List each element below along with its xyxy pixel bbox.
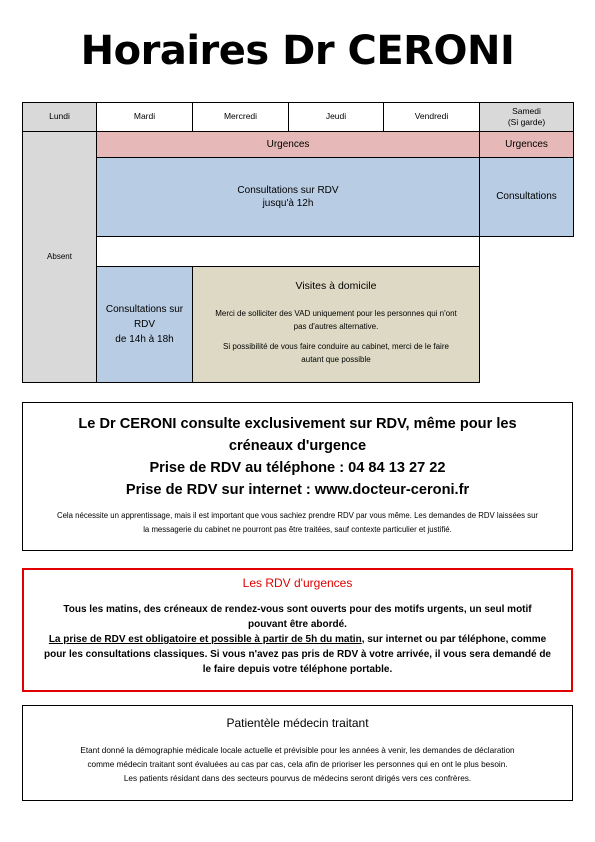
morning-consult-line1: Consultations sur RDV: [237, 184, 339, 196]
home-visits-note-line2: pas d'autres alternative.: [293, 322, 379, 332]
patient-text: [23, 744, 572, 786]
urgent-line2: pouvant être abordé.: [248, 619, 347, 630]
urgent-line4: pour les consultations classiques. Si vous n'avez pas pris de RDV à votre arrivée, il vous sera demandé de: [43, 649, 551, 660]
info-small-note: [23, 509, 572, 537]
info-line1: Le Dr CERONI consulte exclusivement sur RDV, même pour les: [78, 416, 517, 432]
home-visits-title: Visites à domicile: [295, 280, 377, 292]
afternoon-line1: Consultations sur: [105, 304, 184, 315]
header-samedi: [479, 102, 574, 132]
saturday-consultations-cell: Consultations: [479, 157, 574, 237]
home-visits-cell: [192, 266, 480, 383]
home-visits-note: [211, 307, 461, 333]
urgent-appointments-box: [22, 568, 573, 692]
urgent-line3-underlined: La prise de RDV est obligatoire et possible à partir de 5h du matin: [48, 634, 362, 645]
page-title: Horaires Dr CERONI: [80, 28, 515, 74]
home-visits-note2-line2: autant que possible: [301, 354, 371, 364]
info-small-line2: la messagerie du cabinet ne pourront pas être traitées, sauf contexte particulier et justifié.: [143, 525, 452, 534]
morning-consultations-cell: [96, 157, 480, 237]
afternoon-consultations-cell: [96, 266, 193, 383]
header-jeudi: Jeudi: [288, 102, 384, 132]
afternoon-line3: de 14h à 18h: [115, 334, 174, 345]
home-visits-note-line1: Merci de solliciter des VAD uniquement pour les personnes qui n'ont: [215, 309, 457, 319]
midday-break-cell: [96, 236, 480, 267]
afternoon-line2: RDV: [133, 319, 156, 330]
info-phone: Prise de RDV au téléphone : 04 84 13 27 22: [149, 460, 446, 476]
urgent-line3: [30, 632, 565, 647]
header-lundi: Lundi: [22, 102, 97, 132]
home-visits-note2-line1: Si possibilité de vous faire conduire au cabinet, merci de le faire: [223, 341, 449, 351]
header-mercredi: Mercredi: [192, 102, 289, 132]
header-mardi: Mardi: [96, 102, 193, 132]
info-website: Prise de RDV sur internet : www.docteur-ceroni.fr: [125, 482, 470, 498]
info-line2: créneaux d'urgence: [228, 438, 367, 454]
morning-consult-line2: jusqu'à 12h: [262, 198, 314, 209]
info-small-line1: Cela nécessite un apprentissage, mais il est important que vous sachiez prendre RDV par vous même. Les demandes de RDV laissées sur: [56, 511, 539, 520]
home-visits-note2: [217, 340, 455, 366]
urgences-saturday-cell: Urgences: [479, 131, 574, 158]
patient-line2: comme médecin traitant sont évaluées au cas par cas, cela afin de prioriser les personnes qui en ont le plus besoin.: [87, 760, 508, 769]
monday-absent-cell: Absent: [22, 131, 97, 383]
urgences-weekday-cell: Urgences: [96, 131, 480, 158]
appointment-info-box: [22, 402, 573, 551]
samedi-label: Samedi: [512, 105, 541, 116]
urgent-title: Les RDV d'urgences: [242, 576, 353, 590]
urgent-text: [24, 602, 571, 677]
patient-title: Patientèle médecin traitant: [226, 716, 369, 730]
patient-box: [22, 705, 573, 801]
samedi-condition: (Si garde): [507, 117, 546, 127]
patient-line1: Etant donné la démographie médicale locale actuelle et prévisible pour les années à venir, les demandes de déclaration: [80, 746, 515, 755]
urgent-line5: le faire depuis votre téléphone portable.: [202, 664, 393, 675]
patient-line3: Les patients résidant dans des secteurs pourvus de médecins seront dirigés vers ces confrères.: [123, 774, 472, 783]
header-vendredi: Vendredi: [383, 102, 480, 132]
urgent-line1: Tous les matins, des créneaux de rendez-vous sont ouverts pour des motifs urgents, un seul motif: [63, 604, 532, 615]
urgent-line3-rest: , sur internet ou par téléphone, comme: [361, 634, 547, 645]
